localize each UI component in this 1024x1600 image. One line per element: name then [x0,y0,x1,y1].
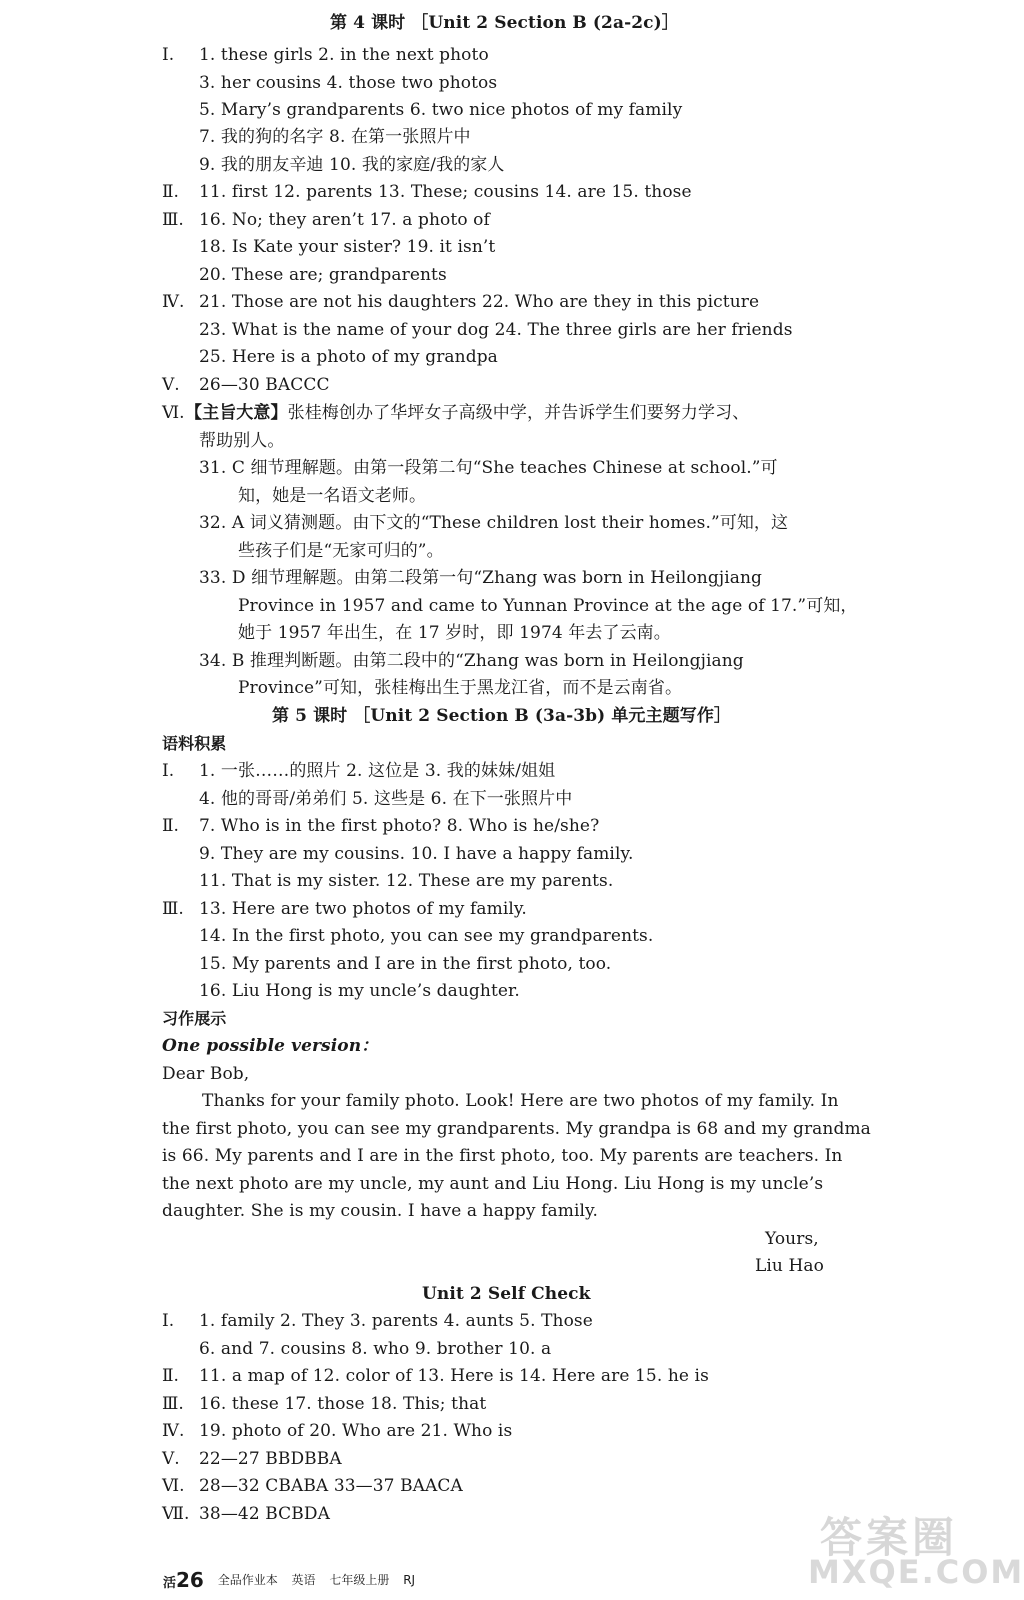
answer-line: 28—32 CBABA 33—37 BAACA [199,1476,463,1496]
answer-line: 34. B 推理判断题。由第二段中的“Zhang was born in Heilongjiang [199,651,744,671]
letter-salutation: Dear Bob, [162,1064,250,1084]
section-roman: Ⅲ. [162,899,184,919]
answer-line: 11. a map of 12. color of 13. Here is 14. Here are 15. he is [199,1366,709,1386]
subheading-corpus: 语料积累 [162,734,227,753]
answer-line: 25. Here is a photo of my grandpa [199,347,498,367]
answer-line: 3. her cousins 4. those two photos [199,73,498,93]
footer-book: 全品作业本 [217,1573,278,1587]
footer-subject: 英语 [291,1573,316,1587]
answer-line: 21. Those are not his daughters 22. Who are they in this picture [199,292,760,312]
answer-line: 9. 我的朋友辛迪 10. 我的家庭/我的家人 [199,155,505,175]
letter-line: the next photo are my uncle, my aunt and Liu Hong. Liu Hong is my uncle’s [162,1174,824,1194]
section-roman: Ⅱ. [162,182,179,202]
section-roman: Ⅵ. [162,1476,185,1496]
answer-line: 33. D 细节理解题。由第二段第一句“Zhang was born in Heilongjiang [199,568,762,588]
answer-line: Province”可知，张桂梅出生于黑龙江省，而不是云南省。 [238,678,683,698]
answer-line: 23. What is the name of your dog 24. The three girls are her friends [199,320,793,340]
answer-line: 7. Who is in the first photo? 8. Who is he/she? [199,816,600,836]
section-roman: Ⅳ. [162,292,185,312]
answer-line: 6. and 7. cousins 8. who 9. brother 10. a [199,1339,552,1359]
letter-line: the first photo, you can see my grandparents. My grandpa is 68 and my grandma [162,1119,871,1139]
answer-line: 31. C 细节理解题。由第一段第二句“She teaches Chinese at school.”可 [199,458,778,478]
letter-line: Thanks for your family photo. Look! Here are two photos of my family. In [202,1091,839,1111]
answer-line: 16. Liu Hong is my uncle’s daughter. [199,981,520,1001]
letter-signature: Liu Hao [755,1256,824,1276]
letter-line: is 66. My parents and I are in the first photo, too. My parents are teachers. In [162,1146,843,1166]
main-idea-paragraph [185,402,749,424]
answer-line: 7. 我的狗的名字 8. 在第一张照片中 [199,127,471,147]
answer-line: 38—42 BCBDA [199,1504,330,1524]
lesson5-title: 第 5 课时 ［Unit 2 Section B (3a-3b) 单元主题写作］ [272,706,732,726]
page-number: 活26 [163,1568,204,1592]
section-roman: Ⅲ. [162,1394,184,1414]
letter-closing: Yours, [765,1229,819,1249]
answer-line: 16. No; they aren’t 17. a photo of [199,210,490,230]
section-roman: Ⅶ. [162,1504,190,1524]
answer-line: 些孩子们是“无家可归的”。 [238,541,444,561]
answer-line: 15. My parents and I are in the first photo, too. [199,954,612,974]
answer-line: 5. Mary’s grandparents 6. two nice photos of my family [199,100,683,120]
answer-line: 11. first 12. parents 13. These; cousins 14. are 15. those [199,182,692,202]
answer-line: 22—27 BBDBBA [199,1449,342,1469]
answer-line: 4. 他的哥哥/弟弟们 5. 这些是 6. 在下一张照片中 [199,789,573,809]
answer-line: 20. These are; grandparents [199,265,447,285]
main-idea-tag: 【主旨大意】 [185,403,288,423]
answer-line: 16. these 17. those 18. This; that [199,1394,487,1414]
watermark-logo-text: 答案圈 [820,1513,959,1562]
answer-line: 她于 1957 年出生，在 17 岁时，即 1974 年去了云南。 [238,623,671,643]
subheading-writing: 习作展示 [162,1009,227,1028]
section-roman: Ⅰ. [162,1311,175,1331]
lesson4-title: 第 4 课时 ［Unit 2 Section B (2a-2c)］ [330,13,679,33]
section-roman: Ⅰ. [162,761,175,781]
section-roman: Ⅲ. [162,210,184,230]
section-roman: Ⅳ. [162,1421,185,1441]
answer-line: 32. A 词义猜测题。由下文的“These children lost their homes.”可知，这 [199,513,789,533]
footer-grade: 七年级上册 [329,1573,390,1587]
answer-line: 1. family 2. They 3. parents 4. aunts 5. Those [199,1311,593,1331]
answer-line: 13. Here are two photos of my family. [199,899,527,919]
answer-line: 18. Is Kate your sister? 19. it isn’t [199,237,496,257]
section-roman: Ⅱ. [162,816,179,836]
section-roman: Ⅴ. [162,375,180,395]
footer-edition: RJ [403,1573,416,1587]
answer-line: 14. In the first photo, you can see my grandparents. [199,926,654,946]
page-footer [163,1568,425,1592]
answer-line: 1. 一张……的照片 2. 这位是 3. 我的妹妹/姐姐 [199,761,556,781]
section-roman: Ⅱ. [162,1366,179,1386]
letter-line: daughter. She is my cousin. I have a happy family. [162,1201,598,1221]
main-idea-text: 帮助别人。 [199,431,285,451]
answer-line: 1. these girls 2. in the next photo [199,45,489,65]
version-label: One possible version： [162,1036,379,1056]
selfcheck-title: Unit 2 Self Check [422,1284,591,1304]
answer-line: 9. They are my cousins. 10. I have a happy family. [199,844,634,864]
answer-line: 知，她是一名语文老师。 [238,486,427,506]
answer-line: 11. That is my sister. 12. These are my parents. [199,871,614,891]
main-idea-text: 张桂梅创办了华坪女子高级中学，并告诉学生们要努力学习、 [287,403,750,423]
answer-line: 26—30 BACCC [199,375,330,395]
section-roman: Ⅴ. [162,1449,180,1469]
section-roman: Ⅵ. [162,403,185,423]
section-roman: Ⅰ. [162,45,175,65]
watermark-url: MXQE.COM [808,1553,1024,1591]
answer-line: 19. photo of 20. Who are 21. Who is [199,1421,513,1441]
answer-line: Province in 1957 and came to Yunnan Province at the age of 17.”可知， [238,596,858,616]
